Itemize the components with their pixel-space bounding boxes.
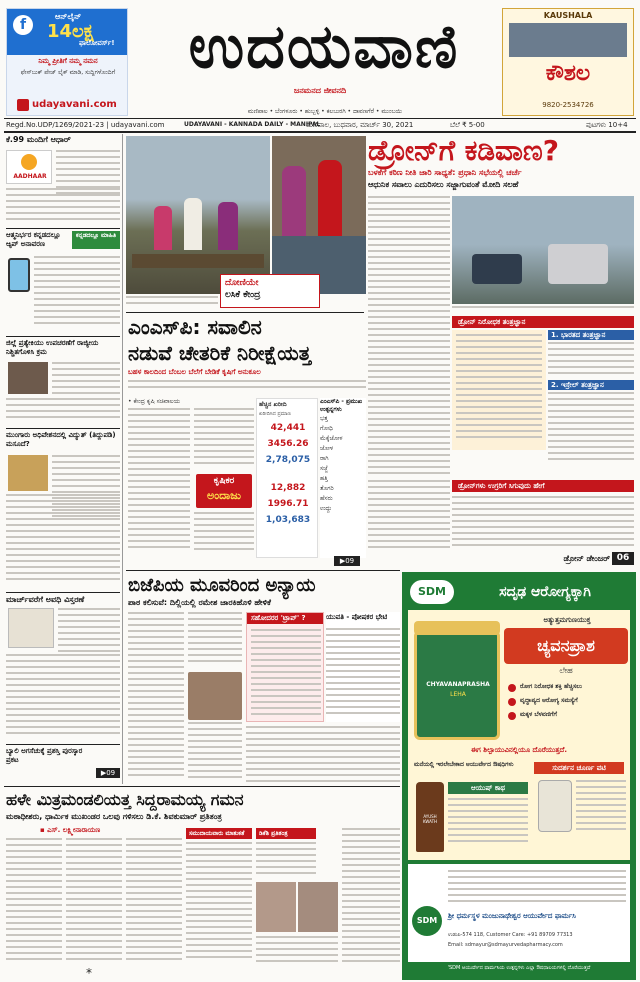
- masthead-right-ad[interactable]: [502, 8, 634, 116]
- info-date: ಮಣಿಪಾಲ, ಬುಧವಾರ, ಮಾರ್ಚ್ 30, 2021: [306, 121, 414, 129]
- sun-icon: [21, 154, 37, 170]
- sdm-ad[interactable]: [402, 572, 636, 980]
- msp-body-col1: [128, 408, 190, 556]
- msp-list: [320, 398, 366, 558]
- left-story-6-title[interactable]: ಬ್ಯಾಲಿ ಅಗಸೆಚುಕ್ಕೆ ಪ್ರಶಸ್ತಿ ಪುರಸ್ಕಾರ ಪ್ರಕಟ: [6, 747, 83, 764]
- siddu-headline[interactable]: ಹಳೇ ಮಿತ್ರಮಂಡಲಿಯತ್ತ ಸಿದ್ದರಾಮಯ್ಯ ಗಮನ: [6, 790, 244, 809]
- msp-headline-1[interactable]: ಎಂಎಸ್‌ಪಿ: ಸವಾಲಿನ: [128, 315, 262, 339]
- benefit-2: ವೃದ್ಧಾಪ್ಯದ ಆರೋಗ್ಯ ಸಮಸ್ಯೆಗೆ: [520, 697, 578, 704]
- info-pages: ಪುಟಗಳು 10+4: [586, 121, 628, 129]
- left-story-2-title[interactable]: ಆತ್ಮನಿರ್ಭರ ಕನ್ನಡದಲ್ಲೂ ಆ್ಯಪ್ ಅನಾವರಣ: [6, 231, 61, 248]
- masthead-title: ಉದಯವಾಣಿ: [188, 12, 460, 82]
- lead-box1-title: ಡ್ರೋನ್ ನಿರೋಧಕ ತಂತ್ರಜ್ಞಾನ: [452, 316, 634, 328]
- left-story-4-title[interactable]: ಮುಂಗಾರು ಅಧಿವೇಶನದಲ್ಲಿ ವಿದ್ಯುತ್ (ತಿದ್ದುಪಡಿ) ಮಸೂದೆ?: [6, 431, 116, 448]
- stat-6: 1,03,683: [265, 515, 311, 525]
- msp-list-item: ಹೆಸರು: [320, 495, 333, 502]
- siddu-body-col4: [342, 828, 400, 964]
- stat-3: 2,78,075: [265, 455, 311, 465]
- msp-more-page[interactable]: ▶09: [334, 556, 360, 566]
- stat-5: 1996.71: [267, 499, 309, 509]
- badge-line1: ಕೃಷಿಕರ: [213, 476, 235, 486]
- info-price: ಬೆಲೆ ₹ 5-00: [450, 121, 485, 129]
- ad-kashaya-title: ಆಯುಷ್ ಕಾಥ: [448, 782, 528, 794]
- stat-4: 12,882: [270, 483, 306, 493]
- ad-small-print: [448, 870, 626, 910]
- badge-line2: ಅಂದಾಜು: [206, 489, 241, 502]
- bjp-sub: ಪಾಠ ಕಲಿಸುವೆ: ದಿಲ್ಲಿಯಲ್ಲಿ ರಮೇಶ ಜಾರಕಿಹೊಳಿ ಹೇಳಿಕೆ: [128, 598, 271, 607]
- ad-stores: ಮನೆಯಲ್ಲಿ ಇರಲೇಬೇಕಾದ ಆಯುರ್ವೇದ ಔಷಧಿಗಳು: [414, 761, 514, 768]
- msp-list-item: ಗೋಧಿ: [320, 425, 333, 432]
- ad-footer: 'SDM ಆಯುರ್ವೇದ ಫಾರ್ಮಸಿಯ ಉತ್ಪನ್ನಗಳು ಎಲ್ಲಾ ಔಷಧಾಲಯಗಳಲ್ಲಿ ದೊರೆಯುತ್ತವೆ: [447, 965, 591, 971]
- building-photo: [509, 23, 627, 57]
- phone-app-icon: [8, 258, 30, 292]
- msp-list-item: ಭತ್ತ: [320, 415, 328, 422]
- ad-line4: ನಿಮ್ಮ ಪ್ರೀತಿಗೆ ನಮ್ಮ ನಮನ: [38, 57, 98, 65]
- lead-continued-page[interactable]: 06: [612, 552, 634, 565]
- ayush-bottle: [416, 782, 444, 852]
- lead-box1-panel: [452, 330, 546, 450]
- stat-2: 3456.26: [267, 439, 309, 449]
- lead-continued[interactable]: ಡ್ರೋನ್ ಡೇಂಜರ್: [563, 554, 610, 563]
- msp-body-col2: [194, 408, 254, 472]
- left-story-3-body-2: [6, 398, 120, 424]
- bjp-box2-title: ಯುವತಿ - ಪೋಷಕರ ಭೇಟಿ: [326, 613, 388, 621]
- bjp-body-col2: [188, 612, 242, 668]
- caption-line1: ದೋಣಿಯೇ: [225, 278, 259, 288]
- ad-url[interactable]: udayavani.com: [32, 99, 117, 110]
- facebook-icon: f: [13, 15, 33, 35]
- bjp-box1-title: ಸಹೋದರರ 'ಟ್ರಾಪ್' ?: [247, 613, 323, 624]
- msp-list-item: ಮೆಕ್ಕೆಜೋಳ: [320, 435, 343, 442]
- aadhaar-label: AADHAAR: [13, 173, 47, 180]
- ad-pharmacy: ಶ್ರೀ ಧರ್ಮಸ್ಥಳ ಮಂಜುನಾಥೇಶ್ವರ ಆಯುರ್ವೇದ ಫಾರ್ಮಸಿ: [448, 912, 576, 920]
- siddu-sub: ಮಠಾಧೀಶರು, ಧಾರ್ಮಿಕ ಮುಖಂಡರ ಒಲವು ಗಳಿಸಲು ಡಿ.ಕೆ. ಶಿವಕುಮಾರ್ ಪ್ರತಿತಂತ್ರ: [6, 812, 222, 821]
- stat-title: ಹೆಚ್ಚಿನ ಖರೀದಿ: [259, 401, 287, 408]
- caption-line2: ಲಸಿಕೆ ಕೇಂದ್ರ: [225, 290, 261, 300]
- left-story-5-body-2: [6, 654, 120, 742]
- benefit-check-icon: [508, 698, 516, 706]
- ad-line2: 14ಲಕ್ಷ: [47, 21, 94, 42]
- benefit-check-icon: [508, 684, 516, 692]
- sdm-small-logo-text: SDM: [416, 916, 438, 925]
- siddu-body-col3: [126, 838, 182, 964]
- msp-deck: ಬಹಳ ಕಾಲದಿಂದ ಬೆಂಬಲ ಬೆಲೆಗೆ ಬೇಡಿಕೆ ಕೃಷಿಗೆ ಅನುಕೂಲ: [128, 368, 261, 376]
- masthead-tagline: ಜನಮನದ ಜೀವನದಿ: [293, 86, 347, 95]
- msp-list-item: ಸಜ್ಜೆ: [320, 465, 328, 472]
- lead-box2-title: ಡ್ರೋನ್‌ಗಳು ಉಗ್ರರಿಗೆ ಸಿಗುವುದು ಹೇಗೆ: [452, 480, 634, 492]
- msp-list-item: ಉದ್ದು: [320, 505, 332, 512]
- ad-line1: ಆನ್‌ಲೈನ್: [55, 12, 82, 21]
- sdm-small-logo: [412, 906, 442, 936]
- ad-line3: ಫಾಲೋವರ್ಸ್!: [79, 39, 115, 47]
- lead-body-col1: [368, 196, 450, 478]
- left-story-5-photo: [8, 608, 54, 648]
- siddu-body-col1: [6, 838, 62, 964]
- siddu-tag2: ಡಿಕೆಶಿ ಪ್ರತಿತಂತ್ರ: [256, 828, 316, 839]
- left-story-6-page[interactable]: ▶09: [96, 768, 120, 778]
- lead-sub2: ಆಧುನಿಕ ಸವಾಲು ಎದುರಿಸಲು ಸಜ್ಜಾಗುವಂತೆ ಮೋದಿ ಸಲಹೆ: [368, 180, 519, 189]
- chyavanaprasha-jar: [414, 630, 500, 740]
- bjp-body-col3: [246, 726, 400, 784]
- benefit-1: ರೋಗ ನಿರೋಧಕ ಶಕ್ತಿ ಹೆಚ್ಚಿಸಲು: [520, 683, 582, 690]
- ad-brand: ಕೌಶಲ: [545, 61, 591, 86]
- left-story-3-title[interactable]: ಜಿಲ್ಲೆ ಪ್ರತ್ಯೇಕಿಯು ಉಪಚರಣೆಗೆ ರಾಜ್ಯೀಯ ನಿಶ್ಚಿತಗೊಳಿಸಿ ಕ್ರಮ: [6, 339, 99, 356]
- kashaya-desc: [448, 798, 528, 848]
- sdm-logo: [410, 580, 454, 604]
- masthead-left-ad[interactable]: [6, 8, 128, 116]
- bjp-box2: [326, 612, 400, 722]
- lead-sub1: ಬಳಕೆಗೆ ಕಠಿಣ ನೀತಿ ಜಾರಿ ಸಾಧ್ಯತೆ: ಪ್ರಧಾನಿ ಸಭೆಯಲ್ಲಿ ಚರ್ಚೆ: [368, 168, 522, 177]
- ad-email[interactable]: Email: sdmayur@sdmayurvedapharmacy.com: [448, 942, 563, 948]
- info-paper: UDAYAVANI - KANNADA DAILY - MANIPAL: [184, 121, 321, 128]
- ad-product: ಚ್ಯವನಪ್ರಾಶ: [504, 628, 628, 664]
- bjp-body-col2b: [188, 722, 242, 784]
- aadhaar-logo: [6, 150, 52, 184]
- bjp-body-col1: [128, 612, 184, 784]
- siddu-tag2-body2: [256, 936, 338, 964]
- power-tower-photo: [8, 455, 48, 491]
- churna-bottle: [538, 780, 572, 832]
- left-story-2-badge: ಕನ್ನಡದಲ್ಲೂ ಮಾಹಿತಿ: [72, 231, 120, 249]
- msp-list-item: ಜೋಳ: [320, 445, 334, 452]
- jar-sub: LEHA: [450, 691, 466, 698]
- msp-list-title: ಎಂಎಸ್‌ಪಿ - ಪ್ರಮುಖ ಉತ್ಪನ್ನಗಳು: [320, 398, 363, 413]
- lead-headline[interactable]: ಡ್ರೋನ್‌ಗೆ ಕಡಿವಾಣ?: [368, 134, 559, 167]
- lead-photo-description: [126, 296, 218, 312]
- jarkiholi-photo: [188, 672, 242, 720]
- siddaramaiah-photo: [256, 882, 296, 932]
- msp-list-item: ರಾಗಿ: [320, 455, 329, 462]
- ad-line5: ಫೇಸ್‌ಬುಕ್ ಪೇಜ್ ಲೈಕ್ ಮಾಡಿ, ಸುದ್ದಿಗಳೊಂದಿಗೆ: [20, 69, 116, 76]
- udayavani-logo-icon: [17, 99, 29, 111]
- churna-desc: [576, 780, 626, 836]
- left-story-5-title[interactable]: ಮಾರ್ಚ್‌ವರೆಗೆ ಅವಧಿ ವಿಸ್ತರಣೆ: [6, 595, 85, 604]
- ad-address[interactable]: ಉಡುಪಿ-574 118, Customer Care: +91 89709 77313: [448, 932, 573, 938]
- lead-body-col1b: [368, 480, 450, 554]
- ad-intro: ಅತ್ಯುತ್ತಮಗುಣಯುಕ್ತ: [543, 616, 591, 624]
- left-story-1-body-2: [6, 188, 120, 226]
- msp-list-item: ಹತ್ತಿ: [320, 475, 328, 482]
- msp-body-col3: [194, 512, 254, 556]
- left-story-4-body-2: [6, 494, 120, 588]
- benefit-3: ಮಕ್ಕಳ ಬೆಳವಣಿಗೆಗೆ: [520, 711, 557, 718]
- siddu-tag1: ಸಮುದಾಯವಾರು ಮಾತುಕತೆ: [186, 828, 252, 839]
- siddu-tag2-body: [256, 842, 316, 878]
- lead-box2-body: [452, 496, 634, 552]
- msp-byline: • ಕೇಂದ್ರ ಕೃಷಿ ಸಚಿವಾಲಯ: [128, 398, 181, 405]
- ad-inner: [408, 610, 630, 860]
- lead-photo-traffic: [452, 196, 634, 304]
- info-reg: Regd.No.UDP/1269/2021-23 | udayavani.com: [6, 121, 165, 129]
- msp-headline-2[interactable]: ನಡುವೆ ಚೇತರಿಕೆ ನಿರೀಕ್ಷೆಯತ್ತ: [128, 341, 312, 365]
- shivakumar-photo: [298, 882, 338, 932]
- ad-top: KAUSHALA: [543, 11, 593, 20]
- lead-photo-traffic-caption: [452, 306, 634, 314]
- left-story-3-photo: [8, 362, 48, 394]
- stat-1: 42,441: [270, 423, 306, 433]
- ad-churna-title: ಸುದರ್ಶನ ಚೂರ್ಣ ವಟಿ: [534, 762, 624, 774]
- page-footer-mark: *: [86, 966, 92, 980]
- stat1-label: ಖರೀದಿಸಿದ ಪ್ರಮಾಣ: [259, 411, 291, 417]
- lead-photo-crowd: [272, 136, 366, 294]
- lead-box1-item1: 1. ಭಾರತದ ತಂತ್ರಜ್ಞಾನ: [548, 330, 634, 340]
- editions-bar: ಮಣಿಪಾಲ • ಬೆಂಗಳೂರು • ಹುಬ್ಬಳ್ಳಿ • ಕಲಬುರಗಿ • ದಾವಣಗೆರೆ • ಮುಂಬಯಿ: [247, 108, 403, 115]
- siddu-byline: ▪ ಎಸ್. ಲಕ್ಷ್ಮೀನಾರಾಯಣ: [40, 826, 101, 834]
- ad-banner: ಸದೃಢ ಆರೋಗ್ಯಕ್ಕಾಗಿ: [499, 584, 591, 600]
- ad-bottom-panel: [408, 864, 630, 962]
- bjp-box1: [246, 612, 324, 722]
- msp-stats: [256, 398, 318, 558]
- ad-phone: 9820-2534726: [542, 101, 594, 109]
- lead-box1-item2: 2. ಇಸ್ರೇಲ್ ತಂತ್ರಜ್ಞಾನ: [548, 380, 634, 390]
- sdm-logo-text: SDM: [418, 585, 446, 598]
- msp-deck-more: [128, 380, 366, 396]
- msp-list-item: ತೊಗರಿ: [320, 485, 334, 492]
- left-story-1-title[interactable]: ಕೆ.99 ಮಂದಿಗೆ ಆಧಾರ್: [6, 135, 71, 144]
- bjp-headline[interactable]: ಬಿಜೆಪಿಯ ಮೂವರಿಂದ ಅನ್ಯಾಯ: [128, 575, 316, 596]
- lead-box1-item2-body: [548, 392, 634, 468]
- bottle-label: AYUSH KWATH: [422, 814, 438, 824]
- jar-label: CHYAVANAPRASHA: [426, 681, 490, 688]
- benefit-check-icon: [508, 712, 516, 720]
- lead-box1-item1-body: [548, 342, 634, 378]
- left-story-2-body: [34, 256, 120, 334]
- msp-badge: [196, 474, 252, 508]
- siddu-tag1-body: [186, 842, 252, 964]
- lead-photo-caption: [220, 274, 320, 308]
- siddu-body-col2: [66, 838, 122, 964]
- ad-availability: ಈಗ ಶಿಲ್ಪಾಯುವಿನಲ್ಲಿಯೂ ದೊರೆಯುತ್ತದೆ.: [470, 746, 568, 754]
- left-story-5-body: [58, 608, 120, 656]
- ad-product-sub: ಲೇಹ: [559, 666, 573, 675]
- lead-photo-boat: [126, 136, 270, 294]
